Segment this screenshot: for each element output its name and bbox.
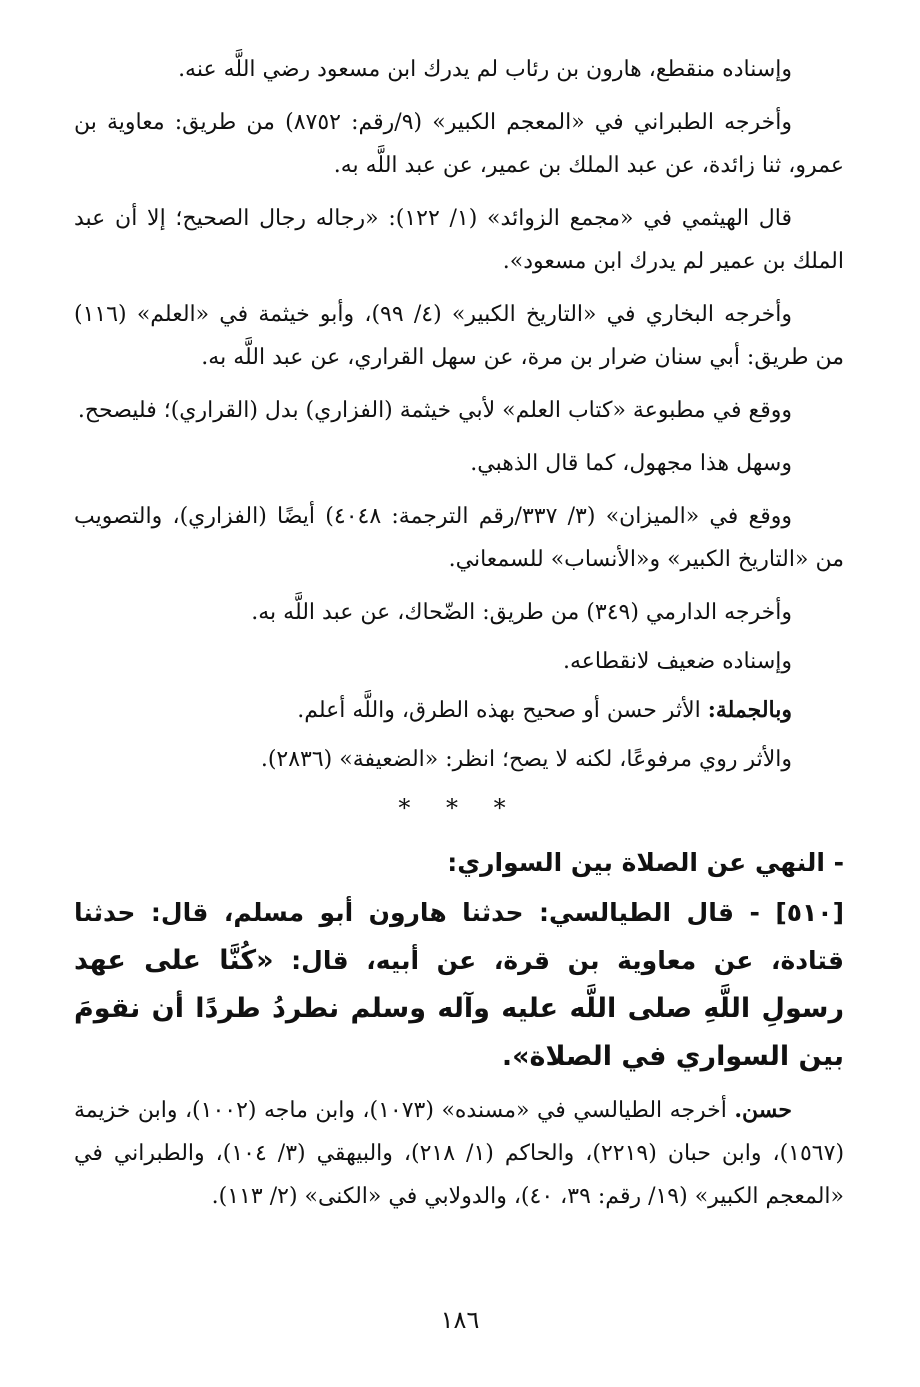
takhrij-text: أخرجه الطيالسي في «مسنده» (١٠٧٣)، وابن ماجه (١٠٠٢)، وابن خزيمة (١٥٦٧)، وابن حبان (٢٢١٩)، والحاكم (١/ ٢١٨)، والبيهقي (٣/ ١٠٤)، والطبراني في «المعجم الكبير» (١٩/ رقم: ٣٩، ٤٠)، والدولابي في «الكنى» (٢/ ١١٣). (74, 1098, 845, 1209)
paragraph-kitab-al-ilm: ووقع في مطبوعة «كتاب العلم» لأبي خيثمة (الفزاري) بدل (القراري)؛ فليصحح. (77, 398, 792, 423)
hadith-matn: «كُنَّا على عهد رسولِ اللَّهِ صلى اللَّه عليه وآله وسلم نطردُ طردًا أن نقومَ بين السواري في الصلاة». (74, 945, 844, 1072)
paragraph-takhrij (74, 1089, 844, 1218)
paragraph-conclusion (74, 689, 844, 732)
paragraph-tabarani: وأخرجه الطبراني في «المعجم الكبير» (٩/رقم: ٨٧٥٢) من طريق: معاوية بن عمرو، ثنا زائدة، عن عبد الملك بن عمير، عن عبد اللَّه به. (74, 110, 844, 178)
paragraph-mizan: ووقع في «الميزان» (٣/ ٣٣٧/رقم الترجمة: ٤٠٤٨) أيضًا (الفزاري)، والتصويب من «التاريخ الكبير» و«الأنساب» للسمعاني. (74, 504, 844, 572)
paragraph-bukhari: وأخرجه البخاري في «التاريخ الكبير» (٤/ ٩٩)، وأبو خيثمة في «العلم» (١١٦) من طريق: أبي سنان ضرار بن مرة، عن سهل القراري، عن عبد اللَّه به. (74, 302, 844, 370)
grading-label: حسن. (734, 1097, 793, 1123)
hadith-isnad: [٥١٠] - قال الطيالسي: حدثنا هارون أبو مسلم، قال: حدثنا قتادة، عن معاوية بن قرة، عن أبيه، قال: (74, 898, 845, 975)
paragraph-darimi: وأخرجه الدارمي (٣٤٩) من طريق: الضّحاك، عن عبد اللَّه به. (251, 600, 792, 625)
conclusion-lead: وبالجملة: (707, 697, 792, 723)
page-body (74, 48, 844, 1228)
conclusion-text: الأثر حسن أو صحيح بهذه الطرق، واللَّه أعلم. (297, 698, 708, 723)
paragraph-sahl-majhul: وسهل هذا مجهول، كما قال الذهبي. (470, 451, 792, 476)
paragraph-daif: وإسناده ضعيف لانقطاعه. (563, 649, 792, 674)
section-separator: * * * (398, 794, 520, 822)
paragraph-isnad-munqati: وإسناده منقطع، هارون بن رئاب لم يدرك ابن مسعود رضي اللَّه عنه. (178, 57, 792, 82)
paragraph-marfu: والأثر روي مرفوعًا، لكنه لا يصح؛ انظر: «الضعيفة» (٢٨٣٦). (260, 747, 792, 772)
page-number: ١٨٦ (440, 1306, 480, 1334)
hadith-510 (74, 889, 844, 1081)
paragraph-haythami: قال الهيثمي في «مجمع الزوائد» (١/ ١٢٢): «رجاله رجال الصحيح؛ إلا أن عبد الملك بن عمير لم يدرك ابن مسعود». (74, 206, 844, 274)
section-heading: - النهي عن الصلاة بين السواري: (447, 848, 844, 877)
